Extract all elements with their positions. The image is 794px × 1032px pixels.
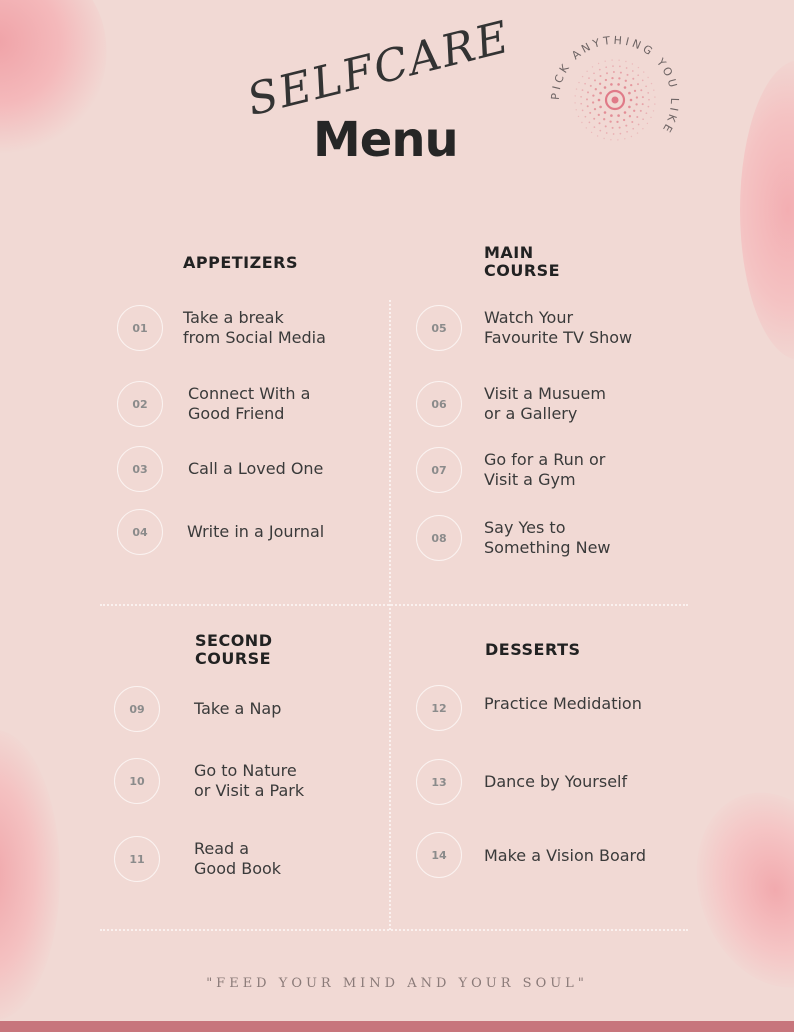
badge-dot (642, 96, 644, 98)
badge-dot (612, 127, 614, 129)
badge-dot (592, 66, 593, 67)
badge-dot (582, 110, 584, 112)
badge-dot (605, 61, 606, 62)
menu-item (416, 381, 606, 427)
badge-dot (642, 80, 644, 82)
badge-dot (632, 78, 634, 80)
badge-dot (653, 90, 654, 91)
badge-dot (618, 60, 619, 61)
badge-dot (578, 82, 579, 83)
badge-dot (582, 76, 583, 77)
badge-dot (629, 115, 631, 117)
badge-dot (613, 133, 615, 135)
badge-dot (637, 83, 639, 85)
badge-dot (651, 83, 652, 84)
item-label: Take a break from Social Media (183, 308, 326, 347)
badge-dot (650, 117, 651, 118)
badge-dot (630, 84, 632, 86)
item-label: Go for a Run or Visit a Gym (484, 450, 606, 489)
item-label: Write in a Journal (187, 522, 325, 541)
item-label: Take a Nap (194, 699, 282, 718)
item-number: 08 (416, 515, 462, 561)
vertical-divider (389, 300, 391, 930)
badge-dot (617, 114, 620, 117)
badge-dot (642, 103, 644, 105)
badge-dot (603, 118, 605, 120)
item-label: Make a Vision Board (484, 846, 646, 865)
menu-item (416, 832, 646, 878)
badge-dot (581, 122, 582, 123)
badge-circular-text: PICK ANYTHING YOU LIKE (548, 33, 682, 138)
badge-dot (585, 116, 587, 118)
badge-dot (619, 127, 621, 129)
badge-dot (595, 88, 597, 90)
badge-dot (598, 114, 600, 116)
item-number: 10 (114, 758, 160, 804)
badge-dot (631, 136, 632, 137)
badge-dot (638, 124, 640, 126)
item-number: 09 (114, 686, 160, 732)
horizontal-divider-bottom (100, 929, 688, 931)
item-label: Read a Good Book (194, 839, 282, 878)
badge-dot (599, 83, 601, 85)
badge-dot (609, 120, 611, 122)
badge-dot (587, 91, 589, 93)
badge-dot (586, 71, 587, 72)
badge-dot (598, 63, 599, 64)
badge-dot (592, 94, 594, 96)
decorative-blob-right (740, 60, 794, 360)
badge-dot (617, 83, 620, 86)
menu-item (117, 509, 324, 555)
pick-anything-badge (545, 30, 685, 170)
badge-dot (647, 123, 648, 124)
badge-dot (580, 96, 582, 98)
badge-dot (627, 74, 629, 76)
badge-dot (643, 71, 644, 72)
badge-dot (625, 61, 626, 62)
badge-dot (586, 127, 587, 128)
badge-dot (628, 106, 631, 109)
badge-dot (632, 63, 633, 64)
badge-center-dot (612, 97, 619, 104)
menu-item (114, 686, 281, 732)
script-title: SELFCARE (242, 11, 516, 127)
badge-dot (594, 108, 596, 110)
badge-dot (636, 116, 638, 118)
badge-dot (593, 118, 595, 120)
badge-dot (610, 139, 611, 140)
heading-appetizers: APPETIZERS (183, 253, 299, 272)
item-number: 03 (117, 446, 163, 492)
badge-dot (610, 83, 613, 86)
badge-dot (586, 98, 588, 100)
badge-dot (589, 122, 591, 124)
menu-item (416, 515, 611, 561)
badge-dot (654, 103, 655, 104)
item-label: Connect With a Good Friend (188, 384, 311, 423)
badge-dot (594, 126, 596, 128)
badge-dot (645, 85, 647, 87)
item-label: Visit a Musuem or a Gallery (484, 384, 606, 423)
badge-dot (590, 85, 592, 87)
badge-dot (624, 138, 625, 139)
badge-dot (599, 106, 602, 109)
badge-dot (604, 111, 607, 114)
badge-dot (626, 131, 628, 133)
badge-dot (594, 79, 596, 81)
badge-dot (625, 125, 627, 127)
badge-dot (620, 72, 622, 74)
badge-dot (640, 110, 642, 112)
badge-dot (632, 128, 634, 130)
item-number: 12 (416, 685, 462, 731)
item-number: 14 (416, 832, 462, 878)
badge-dot (653, 110, 654, 111)
menu-item (114, 758, 304, 804)
bottom-bar (0, 1021, 794, 1032)
menu-item (114, 836, 281, 882)
badge-dot (619, 66, 621, 68)
item-number: 11 (114, 836, 160, 882)
heading-desserts: DESSERTS (485, 640, 581, 659)
badge-dot (620, 133, 622, 135)
badge-dot (587, 105, 589, 107)
badge-dot (640, 89, 642, 91)
badge-dot (575, 95, 576, 96)
badge-dot (630, 99, 633, 102)
badge-dot (613, 71, 615, 73)
badge-dot (580, 103, 582, 105)
badge-dot (638, 67, 639, 68)
badge-dot (588, 77, 590, 79)
menu-item (416, 305, 632, 351)
badge-dot (626, 67, 628, 69)
badge-dot (628, 92, 631, 95)
badge-dot (642, 128, 643, 129)
badge-dot (605, 66, 607, 68)
decorative-blob-top-left (0, 0, 134, 184)
badge-dot (625, 80, 627, 82)
badge-dot (599, 122, 601, 124)
badge-dot (606, 72, 608, 74)
badge-dot (618, 77, 620, 79)
badge-dot (599, 92, 602, 95)
badge-dot (574, 102, 575, 103)
item-label: Say Yes to Something New (484, 518, 611, 557)
item-number: 02 (117, 381, 163, 427)
badge-dot (635, 103, 637, 105)
item-number: 05 (416, 305, 462, 351)
footer-quote: "FEED YOUR MIND AND YOUR SOUL" (206, 976, 588, 991)
badge-dot (599, 130, 601, 132)
item-number: 13 (416, 759, 462, 805)
badge-dot (647, 92, 649, 94)
badge-dot (612, 65, 614, 67)
badge-dot (633, 110, 635, 112)
badge-dot (611, 59, 612, 60)
item-label: Watch Your Favourite TV Show (484, 308, 633, 347)
badge-dot (631, 121, 633, 123)
badge-dot (599, 69, 601, 71)
badge-dot (591, 132, 592, 133)
badge-dot (632, 70, 634, 72)
menu-item (416, 447, 605, 493)
badge-dot (637, 74, 639, 76)
menu-item (117, 305, 326, 351)
heading-second-course: SECOND COURSE (195, 631, 273, 668)
badge-dot (578, 116, 579, 117)
badge-dot (592, 101, 594, 103)
badge-dot (648, 106, 650, 108)
item-number: 01 (117, 305, 163, 351)
badge-dot (582, 89, 584, 91)
badge-dot (598, 99, 601, 102)
badge-dot (605, 79, 607, 81)
badge-dot (584, 83, 586, 85)
horizontal-divider-middle (100, 604, 688, 606)
heading-main-course: MAIN COURSE (484, 243, 561, 280)
badge-dot (593, 72, 595, 74)
menu-item (416, 685, 642, 731)
item-number: 04 (117, 509, 163, 555)
badge-dot (616, 121, 618, 123)
item-number: 07 (416, 447, 462, 493)
badge-dot (647, 77, 648, 78)
badge-dot (646, 112, 648, 114)
menu-item (117, 381, 310, 427)
badge-dot (617, 139, 618, 140)
menu-item (416, 759, 627, 805)
badge-dot (597, 135, 598, 136)
item-label: Practice Medidation (484, 694, 642, 713)
badge-dot (604, 86, 607, 89)
badge-dot (610, 114, 613, 117)
badge-dot (611, 77, 613, 79)
item-number: 06 (416, 381, 462, 427)
menu-item (117, 446, 323, 492)
badge-dot (634, 90, 636, 92)
decorative-blob-bottom-right (670, 770, 794, 1009)
badge-dot (637, 132, 638, 133)
item-label: Call a Loved One (188, 459, 324, 478)
badge-dot (576, 88, 577, 89)
badge-dot (636, 96, 638, 98)
page-title: Menu (313, 112, 458, 168)
badge-dot (642, 118, 644, 120)
badge-dot (623, 119, 625, 121)
badge-dot (603, 138, 604, 139)
badge-dot (654, 96, 655, 97)
badge-dot (624, 86, 627, 89)
item-label: Dance by Yourself (484, 772, 628, 791)
badge-dot (606, 132, 608, 134)
badge-dot (624, 111, 627, 114)
item-label: Go to Nature or Visit a Park (194, 761, 305, 800)
badge-dot (576, 109, 577, 110)
badge-dot (600, 75, 602, 77)
badge-dot (648, 99, 650, 101)
badge-dot (589, 112, 591, 114)
badge-dot (605, 125, 607, 127)
